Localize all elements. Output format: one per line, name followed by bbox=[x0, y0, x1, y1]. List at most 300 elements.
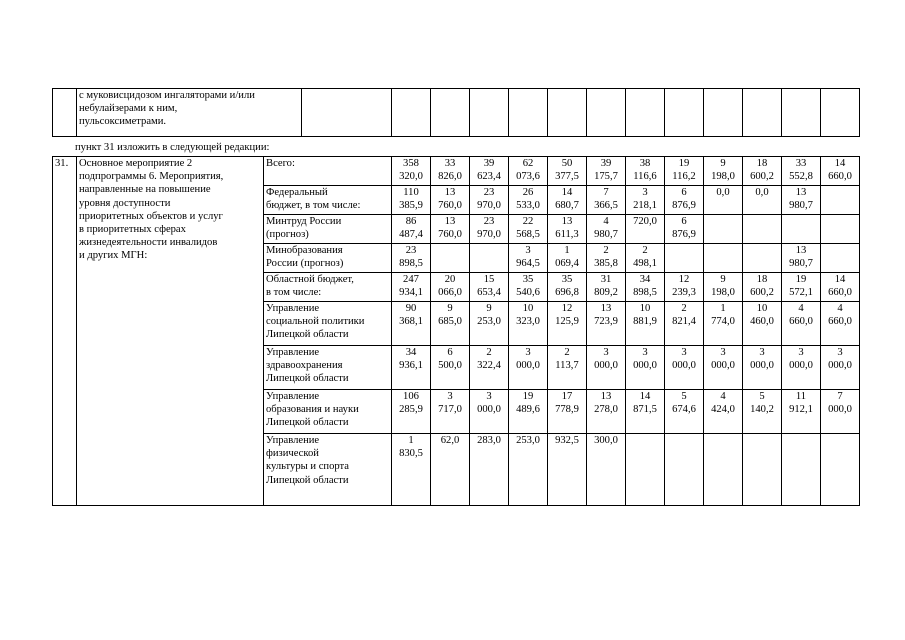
value-remainder: 540,6 bbox=[516, 287, 540, 299]
value-cell bbox=[431, 434, 470, 506]
value-cell bbox=[626, 346, 665, 390]
value-thousands: 6 bbox=[681, 216, 687, 227]
value-remainder: 936,1 bbox=[399, 360, 423, 372]
value-cell bbox=[509, 89, 548, 137]
value-cell bbox=[431, 273, 470, 302]
value-remainder: 000,0 bbox=[789, 360, 813, 372]
value-cell bbox=[587, 273, 626, 302]
value-remainder: 385,9 bbox=[399, 200, 423, 212]
funding-source-line: Управление bbox=[266, 347, 320, 358]
value-cell bbox=[782, 186, 821, 215]
funding-source-line: физической bbox=[266, 448, 319, 460]
value-remainder: 498,1 bbox=[633, 258, 657, 270]
value-remainder: 198,0 bbox=[711, 171, 735, 183]
value-remainder: 572,1 bbox=[789, 287, 813, 299]
value-thousands: 11 bbox=[795, 391, 807, 402]
value-remainder: 322,4 bbox=[477, 360, 501, 372]
value-thousands: 35 bbox=[561, 274, 573, 285]
value-thousands: 2 bbox=[681, 303, 687, 314]
value-remainder: 778,9 bbox=[555, 404, 579, 416]
value-remainder: 552,8 bbox=[789, 171, 813, 183]
value-remainder: 760,0 bbox=[438, 200, 462, 212]
value-thousands: 3 bbox=[642, 187, 648, 198]
value-thousands: 3 bbox=[447, 391, 453, 402]
value-cell bbox=[665, 302, 704, 346]
value-cell bbox=[821, 215, 860, 244]
value-remainder: 876,9 bbox=[672, 229, 696, 241]
funding-source-line: Минобразования bbox=[266, 245, 343, 256]
value-remainder: 460,0 bbox=[750, 316, 774, 328]
value-thousands: 23 bbox=[483, 187, 495, 198]
value-thousands: 33 bbox=[795, 158, 807, 169]
value-remainder: 680,7 bbox=[555, 200, 579, 212]
item-number-cell bbox=[53, 157, 77, 506]
value-cell bbox=[743, 244, 782, 273]
value-remainder: 876,9 bbox=[672, 200, 696, 212]
value-thousands: 19 bbox=[678, 158, 690, 169]
value-remainder: 830,5 bbox=[399, 448, 423, 460]
value-cell bbox=[704, 434, 743, 506]
value-cell bbox=[431, 157, 470, 186]
value-remainder: 980,7 bbox=[594, 229, 618, 241]
value-cell bbox=[392, 89, 431, 137]
value-remainder: 368,1 bbox=[399, 316, 423, 328]
value-remainder: 000,0 bbox=[516, 360, 540, 372]
value-cell bbox=[626, 273, 665, 302]
value-cell bbox=[665, 157, 704, 186]
description-line: приоритетных объектов и услуг bbox=[79, 210, 223, 222]
value-cell bbox=[548, 434, 587, 506]
value-thousands: 3 bbox=[525, 347, 531, 358]
value-thousands: 932,5 bbox=[555, 435, 579, 446]
value-cell bbox=[704, 215, 743, 244]
value-cell bbox=[821, 390, 860, 434]
value-cell bbox=[431, 215, 470, 244]
value-cell bbox=[548, 186, 587, 215]
value-thousands: 2 bbox=[603, 245, 609, 256]
value-cell bbox=[587, 390, 626, 434]
value-thousands: 2 bbox=[564, 347, 570, 358]
value-thousands: 4 bbox=[798, 303, 804, 314]
value-remainder: 385,8 bbox=[594, 258, 618, 270]
value-thousands: 50 bbox=[561, 158, 573, 169]
value-thousands: 90 bbox=[405, 303, 417, 314]
value-cell bbox=[743, 215, 782, 244]
value-cell bbox=[587, 157, 626, 186]
description-line: жизнедеятельности инвалидов bbox=[79, 237, 218, 249]
value-remainder: 760,0 bbox=[438, 229, 462, 241]
value-remainder: 424,0 bbox=[711, 404, 735, 416]
funding-source-line: Липецкой области bbox=[266, 373, 349, 385]
funding-source-line: (прогноз) bbox=[266, 229, 309, 241]
value-cell bbox=[743, 434, 782, 506]
value-cell bbox=[587, 346, 626, 390]
value-thousands: 22 bbox=[522, 216, 534, 227]
value-thousands: 720,0 bbox=[633, 216, 657, 227]
funding-source-line: России (прогноз) bbox=[266, 258, 344, 270]
value-cell bbox=[704, 89, 743, 137]
value-cell bbox=[431, 186, 470, 215]
funding-source-line: бюджет, в том числе: bbox=[266, 200, 361, 212]
value-remainder: 970,0 bbox=[477, 229, 501, 241]
value-thousands: 13 bbox=[600, 303, 612, 314]
value-remainder: 218,1 bbox=[633, 200, 657, 212]
value-cell bbox=[704, 302, 743, 346]
value-remainder: 487,4 bbox=[399, 229, 423, 241]
funding-source-cell bbox=[264, 273, 392, 302]
value-thousands: 4 bbox=[837, 303, 843, 314]
value-thousands: 6 bbox=[681, 187, 687, 198]
value-remainder: 000,0 bbox=[477, 404, 501, 416]
instruction-text: пункт 31 изложить в следующей редакции: bbox=[75, 142, 270, 153]
value-remainder: 774,0 bbox=[711, 316, 735, 328]
value-cell bbox=[548, 302, 587, 346]
value-cell bbox=[392, 390, 431, 434]
value-thousands: 12 bbox=[678, 274, 690, 285]
funding-source-line: в том числе: bbox=[266, 287, 322, 299]
value-cell bbox=[470, 346, 509, 390]
value-cell bbox=[743, 89, 782, 137]
value-cell bbox=[665, 215, 704, 244]
value-cell bbox=[470, 273, 509, 302]
value-cell bbox=[509, 186, 548, 215]
funding-source-line: Липецкой области bbox=[266, 417, 349, 429]
value-thousands: 23 bbox=[405, 245, 417, 256]
value-cell bbox=[509, 244, 548, 273]
value-cell bbox=[509, 157, 548, 186]
value-thousands: 9 bbox=[720, 158, 726, 169]
value-cell bbox=[470, 89, 509, 137]
value-remainder: 069,4 bbox=[555, 258, 579, 270]
description-line: пульсоксиметрами. bbox=[79, 116, 167, 128]
value-cell bbox=[665, 434, 704, 506]
value-thousands: 19 bbox=[522, 391, 534, 402]
value-cell bbox=[470, 215, 509, 244]
value-remainder: 377,5 bbox=[555, 171, 579, 183]
value-thousands: 33 bbox=[444, 158, 456, 169]
value-remainder: 600,2 bbox=[750, 171, 774, 183]
value-thousands: 14 bbox=[834, 158, 846, 169]
description-line: небулайзерами к ним, bbox=[79, 103, 178, 115]
value-cell bbox=[392, 215, 431, 244]
value-cell bbox=[665, 390, 704, 434]
funding-source-line: Управление bbox=[266, 391, 320, 402]
value-remainder: 660,0 bbox=[828, 316, 852, 328]
value-cell bbox=[431, 390, 470, 434]
value-remainder: 116,6 bbox=[633, 171, 657, 183]
value-thousands: 253,0 bbox=[516, 435, 540, 446]
value-remainder: 970,0 bbox=[477, 200, 501, 212]
value-cell bbox=[431, 346, 470, 390]
value-thousands: 1 bbox=[408, 435, 414, 446]
value-remainder: 278,0 bbox=[594, 404, 618, 416]
value-remainder: 660,0 bbox=[789, 316, 813, 328]
value-cell bbox=[704, 273, 743, 302]
funding-source-line: Липецкой области bbox=[266, 474, 349, 486]
value-thousands: 7 bbox=[603, 187, 609, 198]
value-cell bbox=[626, 89, 665, 137]
value-remainder: 881,9 bbox=[633, 316, 657, 328]
value-remainder: 175,7 bbox=[594, 171, 618, 183]
description-line: подпрограммы 6. Мероприятия, bbox=[79, 171, 224, 183]
value-cell bbox=[782, 89, 821, 137]
value-cell bbox=[431, 244, 470, 273]
value-cell bbox=[470, 434, 509, 506]
funding-source-line: Управление bbox=[266, 303, 320, 314]
value-cell bbox=[470, 390, 509, 434]
value-cell bbox=[509, 346, 548, 390]
value-cell bbox=[587, 215, 626, 244]
value-thousands: 12 bbox=[561, 303, 573, 314]
value-thousands: 106 bbox=[403, 391, 419, 402]
funding-source-line: культуры и спорта bbox=[266, 461, 349, 473]
value-cell bbox=[587, 186, 626, 215]
value-thousands: 13 bbox=[795, 187, 807, 198]
value-remainder: 980,7 bbox=[789, 200, 813, 212]
value-remainder: 600,2 bbox=[750, 287, 774, 299]
description-line: и других МГН: bbox=[79, 250, 148, 262]
value-remainder: 611,3 bbox=[555, 229, 579, 241]
description-line: направленные на повышение bbox=[79, 184, 211, 196]
value-cell bbox=[665, 273, 704, 302]
value-cell bbox=[743, 186, 782, 215]
value-cell bbox=[431, 302, 470, 346]
value-thousands: 3 bbox=[486, 391, 492, 402]
value-cell bbox=[392, 157, 431, 186]
value-cell bbox=[626, 186, 665, 215]
value-cell bbox=[821, 186, 860, 215]
value-cell bbox=[509, 273, 548, 302]
value-thousands: 34 bbox=[405, 347, 417, 358]
value-cell bbox=[782, 390, 821, 434]
description-line: уровня доступности bbox=[79, 197, 171, 209]
funding-source-line: Липецкой области bbox=[266, 329, 349, 341]
value-thousands: 10 bbox=[522, 303, 534, 314]
value-cell bbox=[704, 244, 743, 273]
value-thousands: 13 bbox=[795, 245, 807, 256]
value-remainder: 660,0 bbox=[828, 171, 852, 183]
value-thousands: 14 bbox=[561, 187, 573, 198]
value-thousands: 3 bbox=[837, 347, 843, 358]
value-cell bbox=[782, 215, 821, 244]
value-cell bbox=[626, 157, 665, 186]
value-thousands: 31 bbox=[600, 274, 612, 285]
value-thousands: 3 bbox=[642, 347, 648, 358]
value-thousands: 0,0 bbox=[755, 187, 769, 198]
value-remainder: 623,4 bbox=[477, 171, 501, 183]
value-remainder: 489,6 bbox=[516, 404, 540, 416]
value-remainder: 066,0 bbox=[438, 287, 462, 299]
value-remainder: 366,5 bbox=[594, 200, 618, 212]
value-cell bbox=[821, 89, 860, 137]
funding-source-line: Всего: bbox=[266, 158, 295, 169]
value-thousands: 13 bbox=[600, 391, 612, 402]
funding-source-line: здравоохранения bbox=[266, 360, 343, 372]
value-thousands: 13 bbox=[444, 187, 456, 198]
value-remainder: 000,0 bbox=[672, 360, 696, 372]
value-remainder: 809,2 bbox=[594, 287, 618, 299]
value-cell bbox=[587, 302, 626, 346]
value-thousands: 20 bbox=[444, 274, 456, 285]
funding-source-cell bbox=[264, 302, 392, 346]
value-remainder: 912,1 bbox=[789, 404, 813, 416]
value-cell bbox=[782, 273, 821, 302]
value-cell bbox=[704, 346, 743, 390]
funding-source-cell bbox=[264, 434, 392, 506]
value-thousands: 7 bbox=[837, 391, 843, 402]
value-remainder: 723,9 bbox=[594, 316, 618, 328]
funding-source-line: социальной политики bbox=[266, 316, 365, 328]
value-thousands: 9 bbox=[447, 303, 453, 314]
value-thousands: 3 bbox=[798, 347, 804, 358]
value-cell bbox=[509, 215, 548, 244]
value-remainder: 871,5 bbox=[633, 404, 657, 416]
value-thousands: 13 bbox=[561, 216, 573, 227]
description-line: в приоритетных сферах bbox=[79, 224, 186, 236]
value-thousands: 18 bbox=[756, 158, 768, 169]
value-thousands: 0,0 bbox=[716, 187, 730, 198]
value-thousands: 18 bbox=[756, 274, 768, 285]
value-cell bbox=[743, 157, 782, 186]
value-remainder: 533,0 bbox=[516, 200, 540, 212]
value-thousands: 34 bbox=[639, 274, 651, 285]
value-cell bbox=[626, 215, 665, 244]
value-cell bbox=[743, 302, 782, 346]
value-cell bbox=[821, 434, 860, 506]
funding-source-cell bbox=[264, 346, 392, 390]
funding-source-cell bbox=[264, 215, 392, 244]
value-thousands: 26 bbox=[522, 187, 534, 198]
value-thousands: 86 bbox=[405, 216, 417, 227]
value-thousands: 5 bbox=[681, 391, 687, 402]
funding-source-line: Минтруд России bbox=[266, 216, 342, 227]
value-cell bbox=[548, 273, 587, 302]
value-cell bbox=[587, 244, 626, 273]
value-cell bbox=[392, 244, 431, 273]
funding-source-line: Федеральный bbox=[266, 187, 328, 198]
value-cell bbox=[782, 302, 821, 346]
value-cell bbox=[470, 244, 509, 273]
value-cell bbox=[587, 434, 626, 506]
value-cell bbox=[470, 302, 509, 346]
value-cell bbox=[548, 346, 587, 390]
value-cell bbox=[665, 244, 704, 273]
value-thousands: 17 bbox=[561, 391, 573, 402]
value-thousands: 1 bbox=[720, 303, 726, 314]
value-thousands: 9 bbox=[720, 274, 726, 285]
value-thousands: 2 bbox=[642, 245, 648, 256]
value-cell bbox=[392, 273, 431, 302]
funding-source-line: Управление bbox=[266, 435, 320, 446]
value-cell bbox=[548, 215, 587, 244]
value-cell bbox=[821, 273, 860, 302]
value-remainder: 000,0 bbox=[711, 360, 735, 372]
value-cell bbox=[782, 244, 821, 273]
value-thousands: 14 bbox=[639, 391, 651, 402]
value-cell bbox=[782, 434, 821, 506]
value-cell bbox=[509, 390, 548, 434]
value-thousands: 1 bbox=[564, 245, 570, 256]
source-cell bbox=[302, 89, 392, 137]
description-line: Основное мероприятие 2 bbox=[79, 158, 193, 169]
value-cell bbox=[587, 89, 626, 137]
value-cell bbox=[743, 346, 782, 390]
value-cell bbox=[743, 273, 782, 302]
value-cell bbox=[665, 186, 704, 215]
table-row bbox=[53, 157, 860, 186]
value-remainder: 980,7 bbox=[789, 258, 813, 270]
value-cell bbox=[704, 390, 743, 434]
value-thousands: 4 bbox=[603, 216, 609, 227]
value-thousands: 9 bbox=[486, 303, 492, 314]
value-remainder: 717,0 bbox=[438, 404, 462, 416]
value-thousands: 358 bbox=[403, 158, 419, 169]
value-thousands: 2 bbox=[486, 347, 492, 358]
value-thousands: 247 bbox=[403, 274, 419, 285]
value-cell bbox=[665, 346, 704, 390]
value-remainder: 113,7 bbox=[555, 360, 579, 372]
previous-item-table bbox=[52, 88, 860, 137]
value-thousands: 35 bbox=[522, 274, 534, 285]
value-thousands: 3 bbox=[603, 347, 609, 358]
value-cell bbox=[548, 157, 587, 186]
value-cell bbox=[392, 302, 431, 346]
item-number: 31. bbox=[55, 158, 69, 169]
value-thousands: 15 bbox=[483, 274, 495, 285]
value-cell bbox=[821, 302, 860, 346]
item-31-table bbox=[52, 156, 860, 506]
value-remainder: 323,0 bbox=[516, 316, 540, 328]
value-thousands: 39 bbox=[483, 158, 495, 169]
funding-source-cell bbox=[264, 244, 392, 273]
value-cell bbox=[509, 302, 548, 346]
value-cell bbox=[743, 390, 782, 434]
value-remainder: 568,5 bbox=[516, 229, 540, 241]
value-cell bbox=[470, 157, 509, 186]
value-cell bbox=[626, 434, 665, 506]
value-cell bbox=[431, 89, 470, 137]
value-cell bbox=[626, 390, 665, 434]
value-thousands: 6 bbox=[447, 347, 453, 358]
value-thousands: 62 bbox=[522, 158, 534, 169]
value-thousands: 19 bbox=[795, 274, 807, 285]
value-cell bbox=[782, 346, 821, 390]
value-thousands: 300,0 bbox=[594, 435, 618, 446]
value-remainder: 125,9 bbox=[555, 316, 579, 328]
value-remainder: 821,4 bbox=[672, 316, 696, 328]
value-remainder: 000,0 bbox=[594, 360, 618, 372]
number-cell bbox=[53, 89, 77, 137]
value-remainder: 000,0 bbox=[828, 404, 852, 416]
table-row bbox=[53, 89, 860, 137]
value-thousands: 13 bbox=[444, 216, 456, 227]
value-remainder: 000,0 bbox=[633, 360, 657, 372]
value-remainder: 320,0 bbox=[399, 171, 423, 183]
value-thousands: 3 bbox=[525, 245, 531, 256]
value-remainder: 660,0 bbox=[828, 287, 852, 299]
value-remainder: 073,6 bbox=[516, 171, 540, 183]
value-thousands: 3 bbox=[759, 347, 765, 358]
value-cell bbox=[665, 89, 704, 137]
value-thousands: 283,0 bbox=[477, 435, 501, 446]
value-remainder: 826,0 bbox=[438, 171, 462, 183]
value-cell bbox=[626, 302, 665, 346]
value-remainder: 198,0 bbox=[711, 287, 735, 299]
value-cell bbox=[548, 390, 587, 434]
value-cell bbox=[704, 157, 743, 186]
value-remainder: 964,5 bbox=[516, 258, 540, 270]
value-thousands: 14 bbox=[834, 274, 846, 285]
